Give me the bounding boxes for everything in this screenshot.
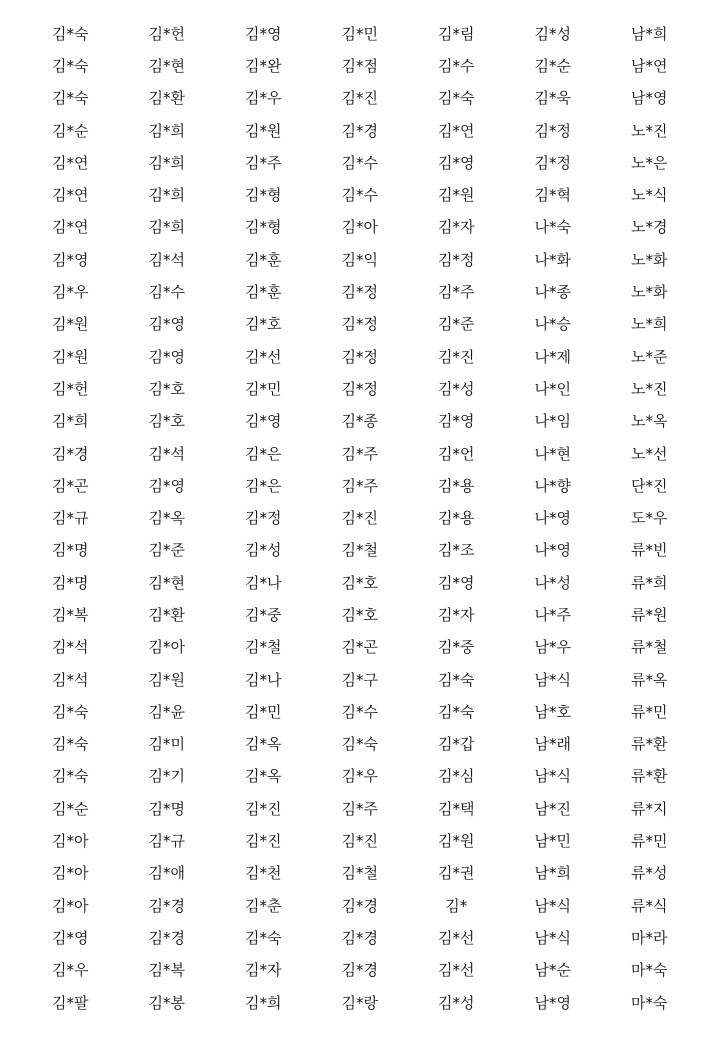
name-cell: 김*준: [148, 541, 185, 560]
name-cell: 김*숙: [341, 735, 378, 754]
name-cell: 김*영: [438, 573, 475, 592]
name-cell: 김*민: [245, 379, 282, 398]
name-cell: 김*주: [341, 476, 378, 495]
name-cell: 김*수: [341, 153, 378, 172]
name-cell: 김*옥: [245, 735, 282, 754]
name-cell: 김*용: [438, 509, 475, 528]
name-cell: 김*형: [245, 218, 282, 237]
name-cell: 김*규: [148, 832, 185, 851]
name-cell: 노*진: [631, 379, 668, 398]
name-cell: 나*영: [534, 509, 571, 528]
name-cell: 노*옥: [631, 412, 668, 431]
name-cell: 김*주: [341, 444, 378, 463]
name-cell: 김*연: [52, 153, 89, 172]
name-cell: 김*명: [148, 799, 185, 818]
name-cell: 김*원: [438, 832, 475, 851]
name-cell: 김*영: [245, 24, 282, 43]
name-cell: 남*식: [534, 896, 571, 915]
name-cell: 김*미: [148, 735, 185, 754]
name-cell: 김*원: [438, 186, 475, 205]
name-cell: 김*현: [148, 573, 185, 592]
name-cell: 남*식: [534, 670, 571, 689]
name-cell: 김*경: [148, 928, 185, 947]
name-cell: 김*수: [148, 283, 185, 302]
name-cell: 노*진: [631, 121, 668, 140]
name-cell: 김*우: [245, 89, 282, 108]
name-cell: 김*언: [438, 444, 475, 463]
name-cell: 류*환: [631, 767, 668, 786]
name-cell: 김*숙: [52, 56, 89, 75]
name-cell: 남*영: [631, 89, 668, 108]
name-cell: 김*경: [341, 961, 378, 980]
name-cell: 김*헌: [148, 24, 185, 43]
name-cell: 김*숙: [52, 767, 89, 786]
name-cell: 김*은: [245, 476, 282, 495]
name-cell: 김*숙: [52, 702, 89, 721]
name-cell: 류*민: [631, 832, 668, 851]
name-cell: 노*경: [631, 218, 668, 237]
name-cell: 나*영: [534, 541, 571, 560]
name-cell: 김*택: [438, 799, 475, 818]
name-cell: 김*아: [341, 218, 378, 237]
name-cell: 김*민: [245, 702, 282, 721]
name-cell: 김*심: [438, 767, 475, 786]
name-cell: 김*원: [148, 670, 185, 689]
name-cell: 김*춘: [245, 896, 282, 915]
name-cell: 김*순: [52, 121, 89, 140]
name-cell: 김*영: [52, 250, 89, 269]
name-cell: 김*정: [534, 121, 571, 140]
name-cell: 김*나: [245, 670, 282, 689]
name-cell: 김*연: [52, 186, 89, 205]
name-cell: 나*현: [534, 444, 571, 463]
name-cell: 김*곤: [341, 638, 378, 657]
name-cell: 김*철: [245, 638, 282, 657]
name-cell: 김*석: [52, 670, 89, 689]
name-cell: 김*석: [52, 638, 89, 657]
name-cell: 김*희: [148, 121, 185, 140]
name-cell: 류*식: [631, 896, 668, 915]
name-cell: 나*인: [534, 379, 571, 398]
name-cell: 김*경: [341, 928, 378, 947]
name-cell: 김*영: [438, 412, 475, 431]
name-cell: 김*희: [148, 153, 185, 172]
name-cell: 김*진: [341, 89, 378, 108]
name-cell: 김*호: [245, 315, 282, 334]
name-cell: 노*희: [631, 315, 668, 334]
name-cell: 김*현: [148, 56, 185, 75]
name-cell: 김*수: [341, 702, 378, 721]
name-cell: 김*윤: [148, 702, 185, 721]
name-cell: 김*복: [52, 605, 89, 624]
name-cell: 남*래: [534, 735, 571, 754]
name-cell: 김*주: [341, 799, 378, 818]
name-cell: 류*민: [631, 702, 668, 721]
name-cell: 김*숙: [438, 89, 475, 108]
name-cell: 김*준: [438, 315, 475, 334]
name-cell: 김*희: [148, 218, 185, 237]
name-cell: 김*복: [148, 961, 185, 980]
name-cell: 김*우: [52, 961, 89, 980]
name-cell: 김*아: [52, 832, 89, 851]
name-cell: 김*자: [438, 605, 475, 624]
name-cell: 김*애: [148, 864, 185, 883]
name-cell: 김*훈: [245, 283, 282, 302]
name-cell: 김*진: [438, 347, 475, 366]
name-cell: 김*경: [341, 121, 378, 140]
name-cell: 김*헌: [52, 379, 89, 398]
name-cell: 류*빈: [631, 541, 668, 560]
name-cell: 김*옥: [148, 509, 185, 528]
name-cell: 김*진: [245, 832, 282, 851]
name-cell: 남*희: [631, 24, 668, 43]
name-cell: 김*아: [52, 896, 89, 915]
name-cell: 김*진: [245, 799, 282, 818]
name-cell: 김*주: [245, 153, 282, 172]
name-cell: 김*숙: [52, 24, 89, 43]
name-cell: 나*성: [534, 573, 571, 592]
name-cell: 김*순: [52, 799, 89, 818]
name-cell: 김*영: [245, 412, 282, 431]
name-cell: 김*완: [245, 56, 282, 75]
name-grid: [22, 18, 698, 1019]
name-cell: 마*숙: [631, 961, 668, 980]
name-cell: 김*진: [341, 509, 378, 528]
name-cell: 김*정: [341, 379, 378, 398]
name-cell: 김*연: [438, 121, 475, 140]
name-cell: 김*기: [148, 767, 185, 786]
name-cell: 김*은: [245, 444, 282, 463]
name-cell: 김*숙: [438, 702, 475, 721]
name-cell: 남*민: [534, 832, 571, 851]
name-cell: 김*갑: [438, 735, 475, 754]
name-cell: 김*우: [52, 283, 89, 302]
name-cell: 김*경: [148, 896, 185, 915]
name-cell: 나*종: [534, 283, 571, 302]
name-cell: 김*혁: [534, 186, 571, 205]
name-cell: 김*숙: [438, 670, 475, 689]
name-cell: 김*훈: [245, 250, 282, 269]
name-cell: 김*주: [438, 283, 475, 302]
name-cell: 단*진: [631, 476, 668, 495]
name-cell: 노*은: [631, 153, 668, 172]
name-cell: 김*정: [341, 283, 378, 302]
name-cell: 나*향: [534, 476, 571, 495]
name-cell: 김*곤: [52, 476, 89, 495]
name-cell: 나*화: [534, 250, 571, 269]
name-cell: 나*주: [534, 605, 571, 624]
name-cell: 남*연: [631, 56, 668, 75]
name-cell: 남*진: [534, 799, 571, 818]
name-cell: 김*정: [245, 509, 282, 528]
name-cell: 김*용: [438, 476, 475, 495]
name-cell: 김*환: [148, 605, 185, 624]
name-cell: 김*천: [245, 864, 282, 883]
name-cell: 남*영: [534, 993, 571, 1012]
name-cell: 류*철: [631, 638, 668, 657]
name-cell: 김*영: [148, 476, 185, 495]
name-cell: 김*수: [438, 56, 475, 75]
name-cell: 김*영: [52, 928, 89, 947]
name-cell: 김*익: [341, 250, 378, 269]
name-cell: 김*석: [148, 444, 185, 463]
name-cell: 도*우: [631, 509, 668, 528]
name-cell: 김*옥: [245, 767, 282, 786]
name-cell: 노*준: [631, 347, 668, 366]
name-cell: 김*희: [52, 412, 89, 431]
name-cell: 마*숙: [631, 993, 668, 1012]
name-cell: 김*철: [341, 541, 378, 560]
name-cell: 김*원: [245, 121, 282, 140]
name-cell: 김*희: [148, 186, 185, 205]
name-cell: 김*진: [341, 832, 378, 851]
name-cell: 김*형: [245, 186, 282, 205]
name-cell: 김*철: [341, 864, 378, 883]
name-cell: 김*권: [438, 864, 475, 883]
name-cell: 김*랑: [341, 993, 378, 1012]
name-cell: 김*호: [341, 605, 378, 624]
name-cell: 김*우: [341, 767, 378, 786]
name-cell: 노*식: [631, 186, 668, 205]
name-cell: 김*원: [52, 347, 89, 366]
name-cell: 김*영: [148, 315, 185, 334]
name-cell: 김*중: [245, 605, 282, 624]
name-cell: 김*영: [438, 153, 475, 172]
name-cell: 김*민: [341, 24, 378, 43]
name-cell: 김*선: [438, 961, 475, 980]
name-cell: 김*규: [52, 509, 89, 528]
name-cell: 김*선: [245, 347, 282, 366]
name-cell: 김*봉: [148, 993, 185, 1012]
name-cell: 류*지: [631, 799, 668, 818]
name-cell: 김*연: [52, 218, 89, 237]
name-cell: 김*정: [438, 250, 475, 269]
name-cell: 김*숙: [245, 928, 282, 947]
name-cell: 김*나: [245, 573, 282, 592]
name-cell: 김*: [445, 896, 468, 915]
name-cell: 마*라: [631, 928, 668, 947]
name-cell: 김*영: [148, 347, 185, 366]
name-cell: 나*승: [534, 315, 571, 334]
name-cell: 나*제: [534, 347, 571, 366]
name-cell: 김*성: [534, 24, 571, 43]
name-cell: 노*선: [631, 444, 668, 463]
name-cell: 김*석: [148, 250, 185, 269]
name-cell: 김*조: [438, 541, 475, 560]
name-cell: 김*정: [534, 153, 571, 172]
name-cell: 나*임: [534, 412, 571, 431]
name-cell: 김*선: [438, 928, 475, 947]
name-cell: 김*자: [245, 961, 282, 980]
name-cell: 김*욱: [534, 89, 571, 108]
name-cell: 김*성: [438, 993, 475, 1012]
name-cell: 김*아: [52, 864, 89, 883]
name-cell: 나*숙: [534, 218, 571, 237]
name-cell: 김*경: [341, 896, 378, 915]
name-cell: 김*중: [438, 638, 475, 657]
name-cell: 김*종: [341, 412, 378, 431]
name-cell: 김*명: [52, 573, 89, 592]
name-cell: 김*희: [245, 993, 282, 1012]
name-cell: 남*호: [534, 702, 571, 721]
name-cell: 김*호: [148, 379, 185, 398]
name-cell: 류*희: [631, 573, 668, 592]
name-cell: 류*원: [631, 605, 668, 624]
name-cell: 김*원: [52, 315, 89, 334]
name-cell: 김*숙: [52, 89, 89, 108]
name-cell: 김*호: [341, 573, 378, 592]
name-cell: 김*정: [341, 347, 378, 366]
name-cell: 김*팔: [52, 993, 89, 1012]
name-cell: 류*옥: [631, 670, 668, 689]
name-cell: 노*화: [631, 283, 668, 302]
name-cell: 김*명: [52, 541, 89, 560]
name-cell: 남*희: [534, 864, 571, 883]
name-cell: 류*성: [631, 864, 668, 883]
name-cell: 남*순: [534, 961, 571, 980]
name-cell: 김*아: [148, 638, 185, 657]
name-cell: 류*환: [631, 735, 668, 754]
name-cell: 남*우: [534, 638, 571, 657]
name-cell: 김*호: [148, 412, 185, 431]
name-cell: 남*식: [534, 928, 571, 947]
name-cell: 김*숙: [52, 735, 89, 754]
name-cell: 김*성: [438, 379, 475, 398]
name-cell: 김*자: [438, 218, 475, 237]
name-cell: 김*점: [341, 56, 378, 75]
name-cell: 남*식: [534, 767, 571, 786]
name-cell: 김*환: [148, 89, 185, 108]
name-cell: 김*성: [245, 541, 282, 560]
name-cell: 김*경: [52, 444, 89, 463]
name-cell: 김*림: [438, 24, 475, 43]
name-cell: 김*수: [341, 186, 378, 205]
name-cell: 김*순: [534, 56, 571, 75]
name-cell: 김*정: [341, 315, 378, 334]
name-cell: 노*화: [631, 250, 668, 269]
name-cell: 김*구: [341, 670, 378, 689]
